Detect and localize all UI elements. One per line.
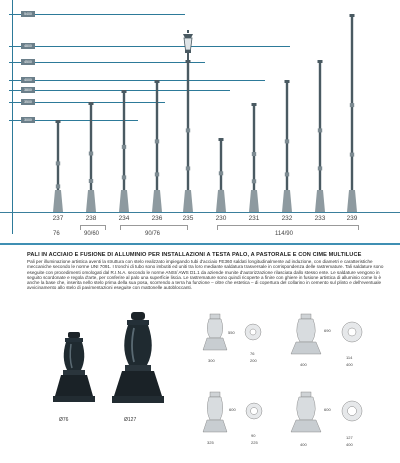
diameter-label: 90/76 <box>145 231 161 237</box>
dim-d1: 76 <box>250 351 255 356</box>
dim-d2: 200 <box>250 358 257 363</box>
diameter-label: 114/90 <box>275 231 293 237</box>
height-tick <box>9 102 13 103</box>
base-drawing <box>290 390 322 436</box>
height-tick <box>9 62 13 63</box>
height-line <box>12 46 290 47</box>
pole-drawing <box>84 102 98 214</box>
height-tag: 4000 <box>21 77 35 83</box>
base-drawing <box>200 312 230 354</box>
product-title: PALI IN ACCIAIO E FUSIONE DI ALLUMINIO PER INSTALLAZIONI A TESTA PALO, A PASTORALE E CON CIME MULTILUCE <box>27 252 362 258</box>
model-number: 235 <box>182 215 194 222</box>
dim-d1: 90 <box>251 433 256 438</box>
base-section <box>341 321 363 343</box>
height-tick <box>9 90 13 91</box>
model-number: 234 <box>118 215 130 222</box>
model-number: 237 <box>52 215 64 222</box>
pole-drawing <box>117 90 131 214</box>
base-photo-large <box>108 310 168 410</box>
height-tick <box>9 14 13 15</box>
pole-drawing <box>51 120 65 214</box>
dim-width: 400 <box>300 362 307 367</box>
height-line <box>12 80 265 81</box>
pole-drawing <box>181 60 195 214</box>
model-number: 239 <box>346 215 358 222</box>
base-caption: Ø76 <box>59 417 69 423</box>
dim-height: 690 <box>324 328 331 333</box>
height-tick <box>9 120 13 121</box>
diameter-label: 76 <box>53 231 60 237</box>
dim-d1: 114 <box>346 355 353 360</box>
dim-d1: 127 <box>346 435 353 440</box>
base-drawing <box>290 312 322 358</box>
model-number: 232 <box>281 215 293 222</box>
dim-d2: 400 <box>346 362 353 367</box>
height-tick <box>9 80 13 81</box>
height-tick <box>9 46 13 47</box>
ground-line <box>0 212 400 213</box>
base-section <box>341 400 363 422</box>
diameter-bracket <box>80 225 106 230</box>
height-tag: 5400 <box>21 11 35 17</box>
height-line <box>12 62 205 63</box>
model-number: 231 <box>248 215 260 222</box>
height-tag: 3000 <box>21 117 35 123</box>
height-tag: 3800 <box>21 87 35 93</box>
diameter-bracket <box>217 225 359 230</box>
pole-drawing <box>280 80 294 214</box>
base-caption: Ø127 <box>124 417 137 423</box>
dim-height: 600 <box>324 407 331 412</box>
dim-height: 600 <box>229 407 236 412</box>
height-tag: 4800 <box>21 43 35 49</box>
diameter-label: 90/60 <box>84 231 100 237</box>
diameter-bracket <box>120 225 188 230</box>
dim-width: 325 <box>207 440 214 445</box>
model-number: 236 <box>151 215 163 222</box>
pole-drawing <box>214 138 228 214</box>
pole-drawing <box>247 103 261 214</box>
pole-drawing <box>345 14 359 214</box>
height-tag: 4500 <box>21 59 35 65</box>
model-number: 233 <box>314 215 326 222</box>
height-line <box>12 14 185 15</box>
height-tag: 3500 <box>21 99 35 105</box>
pole-drawing <box>150 80 164 214</box>
height-axis <box>12 0 13 234</box>
dim-width: 300 <box>208 358 215 363</box>
base-section <box>245 402 263 420</box>
dim-height: 550 <box>228 330 235 335</box>
lantern-drawing <box>181 30 195 62</box>
base-section <box>244 323 262 341</box>
model-number: 230 <box>215 215 227 222</box>
base-drawing <box>200 390 230 436</box>
base-photo-small <box>45 330 105 410</box>
dim-d2: 400 <box>346 442 353 447</box>
model-number: 238 <box>85 215 97 222</box>
dim-d2: 225 <box>251 440 258 445</box>
dim-width: 400 <box>300 442 307 447</box>
section-divider <box>0 243 400 245</box>
pole-drawing <box>313 60 327 214</box>
product-description: Pali per illuminazione artistica aventi la struttura con stelo realizzato impiegando tubi d'acciaio FE360 saldati longitudinalmente ad induzione, con diametri e caratteristiche meccaniche secondo le norme UNI 7091. I tronchi di tubo sono imbutiti ed uniti tra loro mediante saldatura trasversale in corrispondenza delle rastremature. Tali saldature sono eseguite con procedimenti omologati dal R.I.N.A. secondo le norme ANSI/ AWS D1.1 da aziende munite d'autorizzazione rilasciata dallo stesso ente. Le saldature vengono in seguito scordonate e regola d'arte, per conferire al palo una superficie liscia. Le rastremature sono quindi ricoperte a finire con ghiere in fusione artistica di alluminio come lo è anche la base che, inserita nello stelo prima della sua posa, scorrendo a terra ha funzione – oltre che estetica – di copertura del collarino in cemento sul plinto e dell'eventuale avvicinamento allo stelo di pavimentazioni eseguite con mattonelle autobloccanti. <box>27 259 384 291</box>
